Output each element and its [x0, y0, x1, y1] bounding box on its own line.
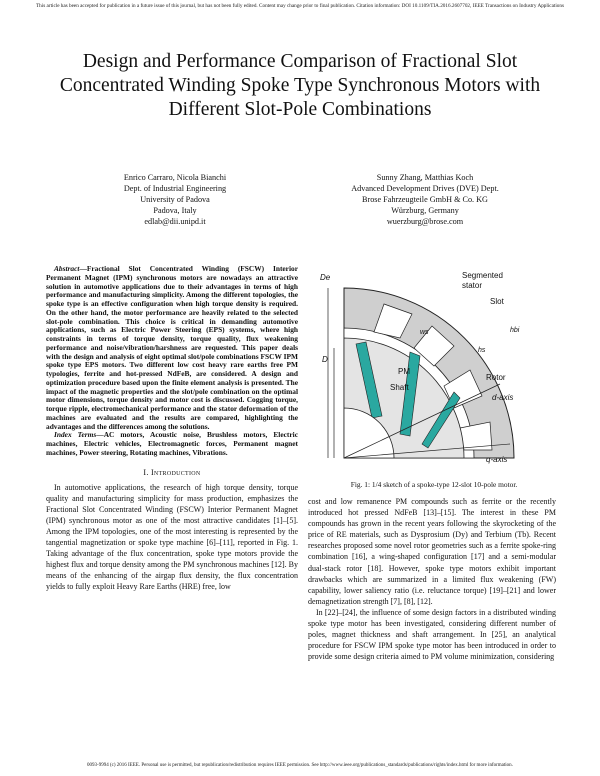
- label-pm: PM: [398, 367, 410, 376]
- abstract: [46, 265, 298, 431]
- right-column: [308, 496, 556, 662]
- index-terms: [46, 431, 298, 457]
- figure-caption: Fig. 1: 1/4 sketch of a spoke-type 12-slot 10-pole motor.: [350, 480, 518, 489]
- journal-banner: This article has been accepted for publication in a future issue of this journal, but has not been fully edited. Content may change prior to final publication. Citation information: DOI 10.1109/TIA.2016.2607702, IEEE Transactions on Industry Applications: [36, 3, 564, 9]
- intro-paragraph: In automotive applications, the research of high torque density, torque quality and manufacturing simplicity for mass production, emphasizes the Fractional Slot Concentrated Winding (FSCW) Interior Permanent Magnet (IPM) synchronous motor as one of the most attractive candidates [1]–[5]. Among the IPM topologies, one of the most interesting is represented by the tangential magnetization or spoke type machine [6]–[11], reported in Fig. 1. Taking advantage of the flux concentration, spoke type motors provide the highest flux and torque density among the PM synchronous machines [12]. By means of the enhancing of the airgap flux density, the flux concentration yields to fully exploit Heavy Rare Earths (HRE) free, low: [46, 482, 298, 592]
- author-names: Sunny Zhang, Matthias Koch: [376, 173, 474, 182]
- author-email[interactable]: edlab@dii.unipd.it: [144, 217, 206, 226]
- author-dept: Dept. of Industrial Engineering: [123, 184, 227, 193]
- intro-paragraph-2: In [22]–[24], the influence of some design factors in a distributed winding spoke type motor has been investigated, considering different number of poles, magnet thickness and shaft arrangement. In [25], an analytical procedure for FSCW IPM spoke type motor has been introduced in order to provide some design criteria aimed to PM volume minimization, considering: [308, 607, 556, 662]
- label-d: D: [322, 355, 328, 364]
- label-hbi: hbi: [510, 327, 520, 334]
- label-hs: hs: [478, 347, 486, 354]
- author-location: Padova, Italy: [153, 206, 197, 215]
- author-email[interactable]: wuerzburg@brose.com: [386, 217, 464, 226]
- paper-title: Design and Performance Comparison of Fractional Slot Concentrated Winding Spoke Type Synchronous Motors with Different Slot-Pole Combinations: [59, 51, 541, 120]
- label-q-axis: q-axis: [486, 455, 508, 464]
- author-block: [60, 172, 540, 227]
- label-ws: ws: [420, 329, 429, 336]
- motor-sketch-figure: [314, 266, 554, 466]
- label-segmented-stator-1: Segmented: [462, 271, 503, 280]
- label-de: De: [320, 273, 331, 282]
- label-shaft: Shaft: [390, 383, 409, 392]
- section-heading: I. Introduction: [143, 467, 201, 477]
- author-org: Brose Fahrzeugteile GmbH & Co. KG: [362, 195, 488, 204]
- author-group-1: [60, 172, 290, 227]
- label-d-axis: d-axis: [492, 393, 514, 402]
- intro-paragraph-continued: cost and low remanence PM compounds such as ferrite or the recently introduced hot pressed NdFeB [13]–[15]. The interest in these PM compounds has grown in the recent years following the skyrocketing of the price of RE materials, such as Dysprosium (Dy) and Terbium (Tb). Recent researches proposed some novel rotor geometries such as a ferrite spoke-ring combination [16], a wing-shaped configuration [17] and a semi-modular dual-stack rotor [18]. However, spoke type motors exhibit important drawbacks which are summarized in a limited flux weakening (FW) capability, lower saliency ratio (i.e. reluctance torque) [19]–[21] and lower demagnetization strength [7], [8], [12].: [308, 497, 556, 606]
- copyright-footer: 0093-9994 (c) 2016 IEEE. Personal use is permitted, but republication/redistribution requires IEEE permission. See http://www.ieee.org/publications_standards/publications/rights/index.html for more information.: [87, 763, 513, 768]
- author-names: Enrico Carraro, Nicola Bianchi: [123, 173, 227, 182]
- label-rotor: Rotor: [486, 373, 506, 382]
- index-terms-label: Index Terms: [54, 430, 97, 440]
- author-dept: Advanced Development Drives (DVE) Dept.: [351, 184, 499, 193]
- author-org: University of Padova: [140, 195, 210, 204]
- index-terms-text: —AC motors, Acoustic noise, Brushless motors, Electric machines, Electric vehicles, Electromagnetic forces, Permanent magnet machines, Power steering, Rotating machines, Vibrations.: [46, 430, 298, 457]
- abstract-label: Abstract: [54, 264, 80, 273]
- label-slot: Slot: [490, 297, 504, 306]
- label-segmented-stator-2: stator: [462, 281, 483, 290]
- abstract-text: —Fractional Slot Concentrated Winding (FSCW) Interior Permanent Magnet (IPM) synchronous motors are nowadays an attractive solution in automotive applications due to their advantages in terms of high performance and manufacturing simplicity. Among the different topologies, the spoke type is an effective configuration when high torque density is required. On the other hand, the motor performance are heavily related to the selected slot-pole combination. This choice is critical in demanding automotive applications, such as Electric Power Steering (EPS) systems, where high constraints in terms of torque density, torque quality, flux weakening performance and noise/vibration/harshness are requested. This paper deals with the design and analysis of eight optimal slot/pole combinations FSCW IPM spoke type EPS motors. Two different low cost heavy rare earths free PM typologies, ferrite and hot-pressed NdFeB, are considered. A design and optimization procedure based upon the finite element analysis is presented. The impact of the magnetic properties and the slot/pole combination on the optimal motor dimensions, torque density and motor cost is discussed. Cogging torque, torque ripple, electromechanical performance and the stator deformation of the machines are evaluated and the results are compared, highlighting the advantages and the differences among the solutions.: [46, 264, 298, 431]
- left-column: [46, 265, 298, 592]
- author-group-2: [310, 172, 540, 227]
- author-location: Würzburg, Germany: [391, 206, 459, 215]
